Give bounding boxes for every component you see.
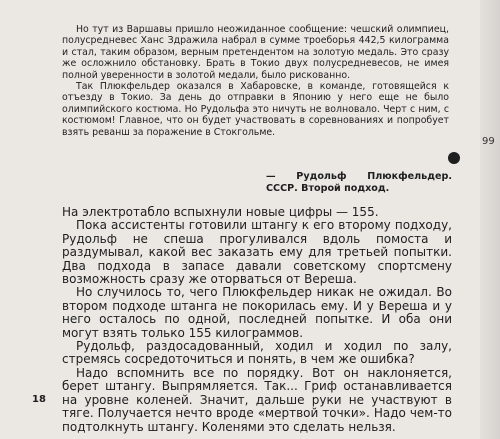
photo-caption: — Рудольф Плюкфельдер. СССР. Второй подход. <box>266 171 452 194</box>
intro-paragraph: Так Плюкфельдер оказался в Хабаровске, в команде, готовящейся к отъезду в Токио. За день до отправки в Японию у него еще не было олимпийского костюма. Но Рудольфа это ничуть не волновало. Черт с ним, с костюмом! Главное, что он будет участвовать в соревнованиях и попробует взять реванш за поражение в Стокгольме. <box>62 81 449 138</box>
edge-page-number: 99 <box>482 136 495 147</box>
main-paragraph: Пока ассистенты готовили штангу к его второму подходу, Рудольф не спеша прогуливался вдоль помоста и раздумывал, какой вес заказать ему для третьей попытки. Два подхода в запасе давали советскому спортсмену возможность сразу же оторваться от Вереша. <box>62 218 452 287</box>
main-text-block <box>62 206 452 434</box>
intro-paragraph: Но тут из Варшавы пришло неожиданное сообщение: чешский олимпиец, полусредневес Ханс Здражила набрал в сумме троеборья 442,5 килограмма и стал, таким образом, верным претендентом на золотую медаль. Это сразу же осложнило обстановку. Брать в Токио двух полусредневесов, не имея полной уверенности в золотой медали, было рискованно. <box>62 24 449 81</box>
main-paragraph: Рудольф, раздосадованный, ходил и ходил по залу, стремясь сосредоточиться и понять, в чем же ошибка? <box>62 339 452 367</box>
main-paragraph: Надо вспомнить все по порядку. Вот он наклоняется, берет штангу. Выпрямляется. Так... Гриф останавливается на уровне коленей. Значит, дальше руки не участвуют в тяге. Получается нечто вроде «мертвой точки». Надо чем-то подтолкнуть штангу. Коленями это сделать нельзя. <box>62 365 452 434</box>
main-paragraph: Но случилось то, чего Плюкфельдер никак не ожидал. Во втором подходе штанга не покорилась ему. И у Вереша и у него осталось по одной, последней попытке. И оба они могут взять только 155 килограммов. <box>62 285 452 340</box>
page-edge <box>480 0 500 439</box>
bullet-dot-icon <box>448 152 460 164</box>
intro-text-block <box>62 24 449 138</box>
main-paragraph: На электротабло вспыхнули новые цифры — 155. <box>62 205 379 219</box>
page-number: 18 <box>32 394 46 405</box>
